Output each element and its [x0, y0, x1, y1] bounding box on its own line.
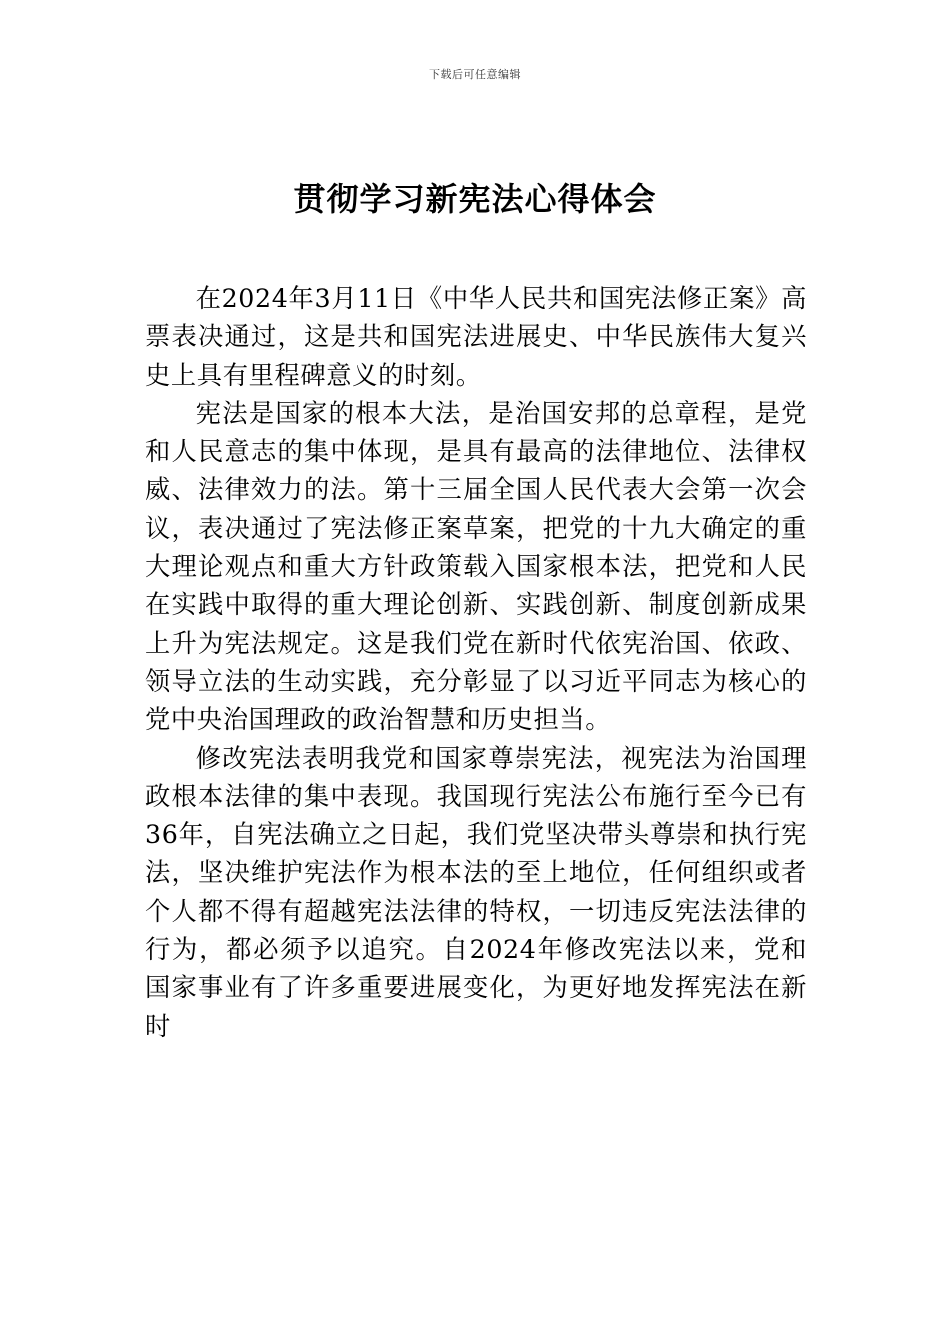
paragraph-1: 在2024年3月11日《中华人民共和国宪法修正案》高票表决通过，这是共和国宪法进展史、中华民族伟大复兴史上具有里程碑意义的时刻。	[145, 284, 807, 390]
paragraph-3: 修改宪法表明我党和国家尊崇宪法，视宪法为治国理政根本法律的集中表现。我国现行宪法公布施行至今已有36年，自宪法确立之日起，我们党坚决带头尊崇和执行宪法，坚决维护宪法作为根本法的至上地位，任何组织或者个人都不得有超越宪法法律的特权，一切违反宪法法律的行为，都必须予以追究。自2024年修改宪法以来，党和国家事业有了许多重要进展变化，为更好地发挥宪法在新时	[145, 743, 807, 1041]
document-body	[145, 280, 807, 1046]
header-note: 下载后可任意编辑	[429, 68, 521, 81]
document-title: 贯彻学习新宪法心得体会	[293, 180, 657, 218]
paragraph-2: 宪法是国家的根本大法，是治国安邦的总章程，是党和人民意志的集中体现，是具有最高的法律地位、法律权威、法律效力的法。第十三届全国人民代表大会第一次会议，表决通过了宪法修正案草案，把党的十九大确定的重大理论观点和重大方针政策载入国家根本法，把党和人民在实践中取得的重大理论创新、实践创新、制度创新成果上升为宪法规定。这是我们党在新时代依宪治国、依政、领导立法的生动实践，充分彰显了以习近平同志为核心的党中央治国理政的政治智慧和历史担当。	[145, 398, 807, 735]
